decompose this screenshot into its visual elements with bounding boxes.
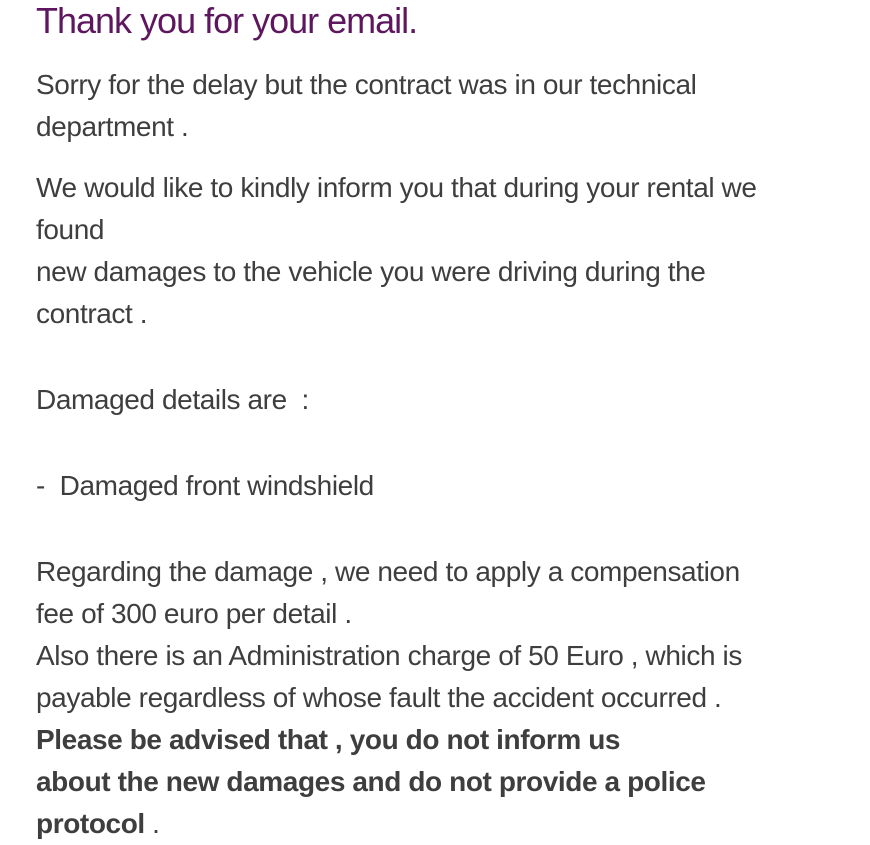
- text-segment-bold: protocol: [36, 808, 145, 839]
- paragraph-damaged-details-label: [36, 379, 836, 421]
- text-line: department .: [36, 111, 189, 142]
- text-line: We would like to kindly inform you that during your rental we: [36, 172, 757, 203]
- text-line: Regarding the damage , we need to apply a compensation: [36, 556, 740, 587]
- paragraph-inform: [36, 167, 836, 335]
- email-heading: Thank you for your email.: [36, 0, 418, 41]
- paragraph-damage-list-item: [36, 465, 836, 507]
- text-segment: .: [144, 808, 160, 839]
- text-line: new damages to the vehicle you were driving during the: [36, 256, 706, 287]
- text-line: found: [36, 214, 105, 245]
- paragraph-delay: [36, 64, 836, 148]
- text-line-bold: about the new damages and do not provide a police: [36, 766, 706, 797]
- text-line-mixed: [36, 803, 836, 845]
- text-line: contract .: [36, 298, 148, 329]
- text-line-bold: Please be advised that , you do not inform us: [36, 724, 621, 755]
- text-line: fee of 300 euro per detail .: [36, 598, 352, 629]
- text-line: Sorry for the delay but the contract was in our technical: [36, 69, 697, 100]
- text-line: - Damaged front windshield: [36, 470, 374, 501]
- text-line: Damaged details are :: [36, 384, 309, 415]
- paragraph-compensation: [36, 551, 836, 845]
- text-line: payable regardless of whose fault the accident occurred .: [36, 682, 722, 713]
- text-line: Also there is an Administration charge of 50 Euro , which is: [36, 640, 742, 671]
